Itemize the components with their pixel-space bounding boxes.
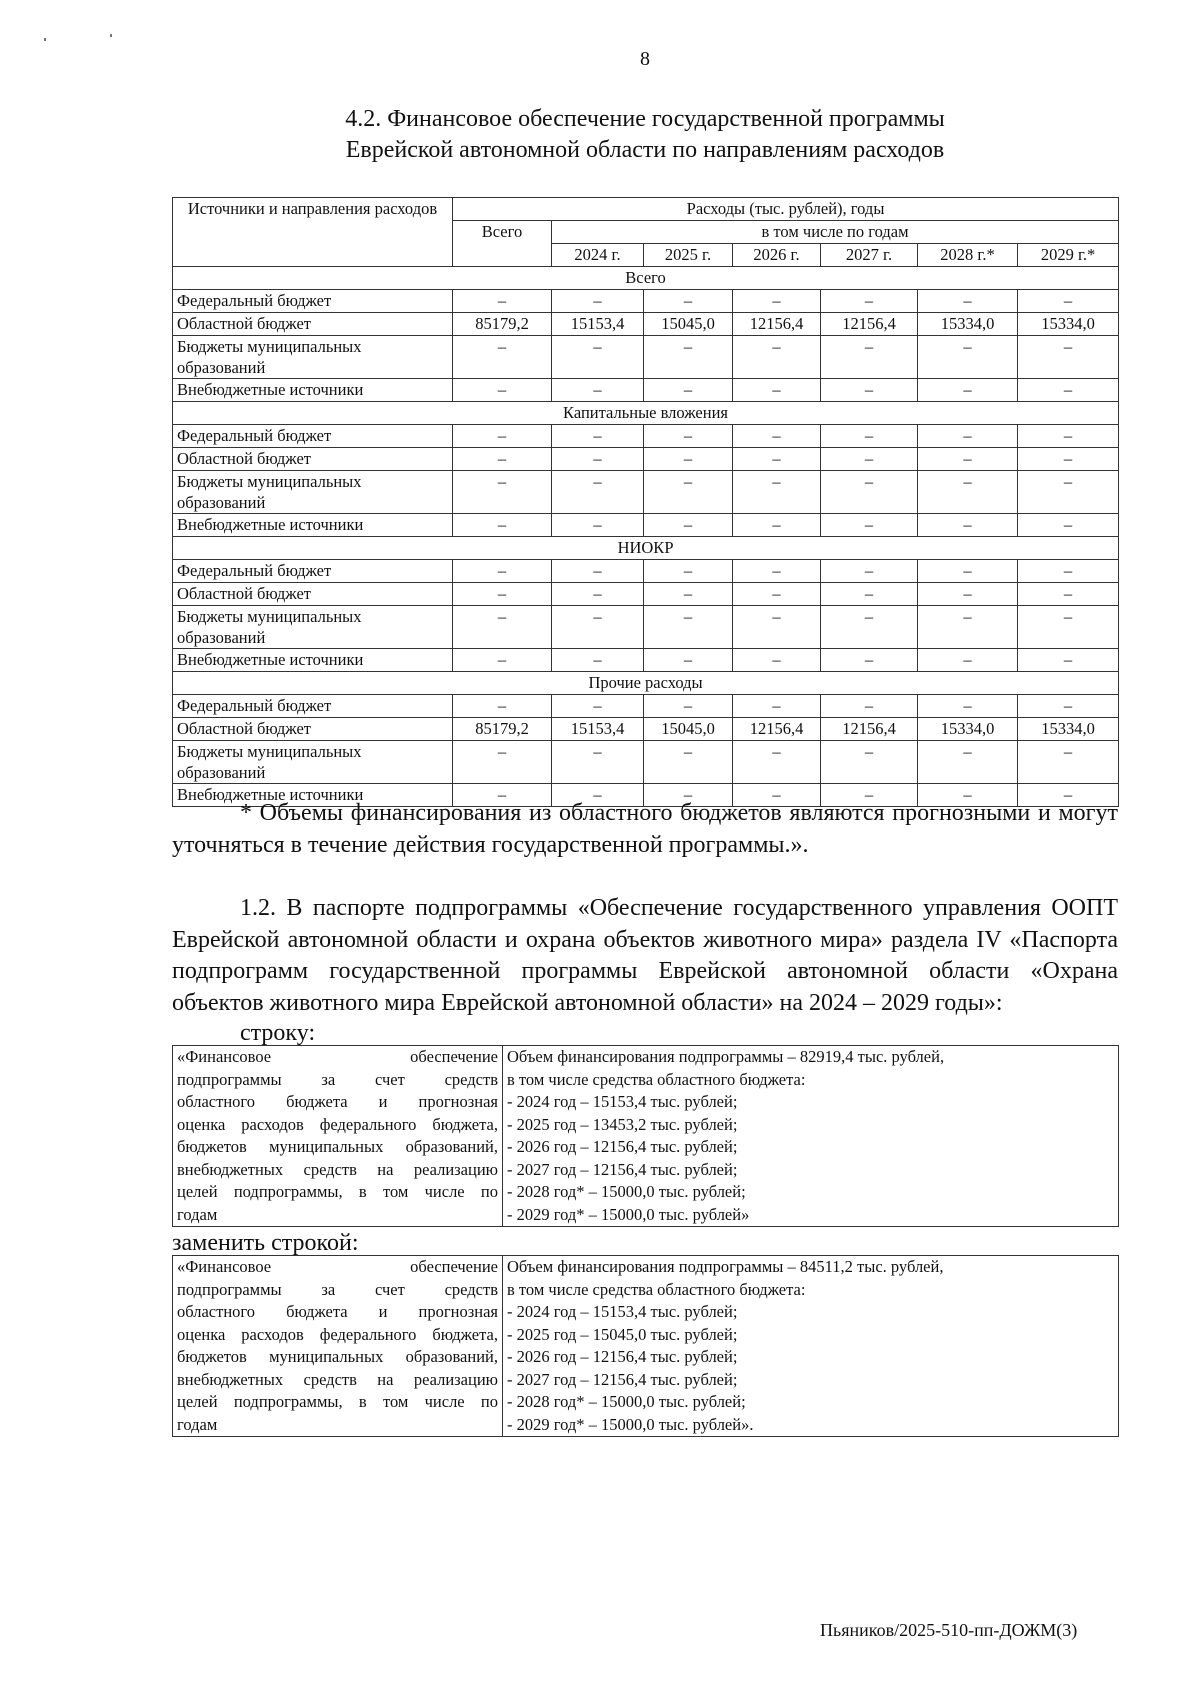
old-row-label: строку: (240, 1020, 316, 1046)
cell-year-value: – (821, 583, 918, 606)
cell-year-value: – (552, 606, 644, 649)
cell-line: внебюджетных средств на реализацию (177, 1369, 498, 1389)
cell-year-value: – (821, 514, 918, 537)
table-row (173, 425, 1119, 448)
cell-year-value: – (918, 784, 1018, 807)
cell-year-value: – (1018, 741, 1119, 784)
finance-table (172, 197, 1119, 807)
header-expenses: Расходы (тыс. рублей), годы (453, 198, 1119, 221)
table-row (173, 313, 1119, 336)
cell-year-value: – (918, 471, 1018, 514)
cell-year-value: – (644, 471, 733, 514)
old-passport-row (173, 1046, 1119, 1227)
cell-year-value: – (552, 379, 644, 402)
cell-year-value: – (552, 514, 644, 537)
cell-total: – (453, 290, 552, 313)
row-label: Федеральный бюджет (173, 695, 453, 718)
document-reference: Пьяников/2025-510-пп-ДОЖМ(3) (820, 1620, 1078, 1640)
cell-year-value: – (552, 649, 644, 672)
old-right-cell (503, 1046, 1119, 1227)
cell-year-value: – (821, 290, 918, 313)
cell-year-value: – (733, 471, 821, 514)
cell-year-value: – (821, 606, 918, 649)
header-year-2029: 2029 г.* (1018, 244, 1119, 267)
cell-total: – (453, 606, 552, 649)
cell-year-value: – (644, 583, 733, 606)
cell-year-value: 15045,0 (644, 718, 733, 741)
row-label: Областной бюджет (173, 583, 453, 606)
header-year-2028: 2028 г.* (918, 244, 1018, 267)
header-year-2024: 2024 г. (552, 244, 644, 267)
cell-line: - 2028 год* – 15000,0 тыс. рублей; (507, 1392, 746, 1411)
cell-year-value: – (644, 514, 733, 537)
table-row (173, 471, 1119, 514)
cell-line: - 2027 год – 12156,4 тыс. рублей; (507, 1369, 738, 1389)
cell-line: - 2026 год – 12156,4 тыс. рублей; (507, 1347, 738, 1366)
cell-year-value: – (918, 448, 1018, 471)
new-row-label: заменить строкой: (172, 1230, 359, 1256)
cell-year-value: 12156,4 (821, 313, 918, 336)
new-passport-row-table (172, 1255, 1119, 1437)
cell-line: - 2024 год – 15153,4 тыс. рублей; (507, 1302, 738, 1321)
section-row (173, 672, 1119, 695)
cell-total: – (453, 560, 552, 583)
cell-year-value: – (821, 471, 918, 514)
cell-year-value: – (733, 583, 821, 606)
scan-speck (44, 38, 46, 41)
cell-year-value: – (644, 606, 733, 649)
row-label: Внебюджетные источники (173, 784, 453, 807)
cell-line: - 2028 год* – 15000,0 тыс. рублей; (507, 1182, 746, 1201)
cell-line: целей подпрограммы, в том числе по (177, 1392, 498, 1411)
row-label: Федеральный бюджет (173, 425, 453, 448)
cell-line: в том числе средства областного бюджета: (507, 1069, 806, 1089)
cell-year-value: – (552, 448, 644, 471)
cell-year-value: – (1018, 583, 1119, 606)
table-row (173, 514, 1119, 537)
cell-total: – (453, 471, 552, 514)
cell-year-value: – (1018, 448, 1119, 471)
cell-line: - 2029 год* – 15000,0 тыс. рублей». (507, 1414, 754, 1434)
row-label: Бюджеты муниципальных образований (173, 336, 453, 379)
table-row (173, 379, 1119, 402)
cell-year-value: – (733, 649, 821, 672)
cell-line: - 2025 год – 15045,0 тыс. рублей; (507, 1324, 738, 1344)
cell-year-value: 15153,4 (552, 718, 644, 741)
table-row (173, 336, 1119, 379)
cell-year-value: – (821, 695, 918, 718)
page-number: 8 (640, 48, 650, 70)
cell-year-value: – (644, 448, 733, 471)
section-row (173, 267, 1119, 290)
cell-year-value: – (1018, 649, 1119, 672)
section-title-line-1: 4.2. Финансовое обеспечение государственной программы (345, 106, 945, 132)
cell-total: 85179,2 (453, 313, 552, 336)
cell-year-value: – (552, 336, 644, 379)
cell-line: - 2024 год – 15153,4 тыс. рублей; (507, 1092, 738, 1111)
section-title-line-2: Еврейской автономной области по направлениям расходов (345, 137, 945, 163)
table-row (173, 718, 1119, 741)
header-year-2025: 2025 г. (644, 244, 733, 267)
cell-year-value: – (644, 649, 733, 672)
cell-year-value: – (1018, 290, 1119, 313)
cell-year-value: – (1018, 784, 1119, 807)
cell-line: бюджетов муниципальных образований, (177, 1137, 498, 1156)
cell-year-value: – (821, 425, 918, 448)
cell-year-value: – (821, 784, 918, 807)
row-label: Федеральный бюджет (173, 560, 453, 583)
cell-line: - 2027 год – 12156,4 тыс. рублей; (507, 1159, 738, 1179)
cell-year-value: 15334,0 (918, 718, 1018, 741)
cell-year-value: – (644, 425, 733, 448)
table-row (173, 606, 1119, 649)
cell-year-value: – (552, 290, 644, 313)
section-title: Капитальные вложения (173, 402, 1119, 425)
paragraph-1-2: 1.2. В паспорте подпрограммы «Обеспечение государственного управления ООПТ Еврейской автономной области и охрана объектов животного мира» раздела IV «Паспорта подпрограмм государственной программы Еврейской автономной области «Охрана объектов животного мира Еврейской автономной области» на 2024 – 2029 годы»: (172, 895, 1118, 1016)
cell-year-value: – (918, 695, 1018, 718)
scan-speck (110, 34, 112, 37)
table-row (173, 583, 1119, 606)
cell-year-value: 12156,4 (733, 718, 821, 741)
cell-year-value: – (552, 471, 644, 514)
cell-year-value: – (733, 741, 821, 784)
cell-year-value: – (733, 784, 821, 807)
cell-year-value: – (733, 379, 821, 402)
cell-year-value: – (1018, 336, 1119, 379)
cell-year-value: – (918, 290, 1018, 313)
cell-year-value: 15334,0 (918, 313, 1018, 336)
cell-line: подпрограммы за счет средств (177, 1279, 498, 1299)
cell-year-value: – (733, 336, 821, 379)
row-label: Внебюджетные источники (173, 379, 453, 402)
cell-total: – (453, 649, 552, 672)
row-label: Областной бюджет (173, 313, 453, 336)
cell-line: годам (177, 1204, 218, 1224)
cell-year-value: – (552, 784, 644, 807)
row-label: Бюджеты муниципальных образований (173, 606, 453, 649)
cell-line: оценка расходов федерального бюджета, (177, 1114, 498, 1134)
cell-year-value: – (644, 560, 733, 583)
cell-line: оценка расходов федерального бюджета, (177, 1324, 498, 1344)
cell-year-value: – (1018, 514, 1119, 537)
row-label: Бюджеты муниципальных образований (173, 471, 453, 514)
cell-total: – (453, 379, 552, 402)
cell-year-value: 15334,0 (1018, 718, 1119, 741)
cell-year-value: – (918, 741, 1018, 784)
row-label: Внебюджетные источники (173, 514, 453, 537)
cell-line: «Финансовое обеспечение (177, 1257, 498, 1276)
cell-year-value: – (733, 606, 821, 649)
cell-line: внебюджетных средств на реализацию (177, 1159, 498, 1179)
cell-line: областного бюджета и прогнозная (177, 1302, 498, 1321)
cell-line: - 2029 год* – 15000,0 тыс. рублей» (507, 1204, 750, 1224)
cell-year-value: – (918, 425, 1018, 448)
cell-year-value: – (918, 560, 1018, 583)
cell-year-value: – (918, 336, 1018, 379)
cell-year-value: 15045,0 (644, 313, 733, 336)
cell-year-value: 12156,4 (821, 718, 918, 741)
table-row (173, 649, 1119, 672)
cell-year-value: 12156,4 (733, 313, 821, 336)
cell-line: - 2026 год – 12156,4 тыс. рублей; (507, 1137, 738, 1156)
cell-year-value: – (552, 583, 644, 606)
cell-year-value: – (918, 379, 1018, 402)
cell-year-value: – (821, 649, 918, 672)
cell-year-value: – (918, 583, 1018, 606)
cell-year-value: – (1018, 379, 1119, 402)
header-by-years: в том числе по годам (552, 221, 1119, 244)
cell-total: – (453, 741, 552, 784)
cell-year-value: – (821, 741, 918, 784)
section-title: Прочие расходы (173, 672, 1119, 695)
cell-total: – (453, 583, 552, 606)
cell-year-value: – (552, 741, 644, 784)
cell-year-value: – (733, 448, 821, 471)
cell-line: «Финансовое обеспечение (177, 1047, 498, 1066)
table-row (173, 741, 1119, 784)
cell-total: – (453, 448, 552, 471)
cell-year-value: – (733, 425, 821, 448)
header-total: Всего (453, 221, 552, 267)
cell-year-value: – (1018, 425, 1119, 448)
cell-year-value: – (821, 448, 918, 471)
cell-year-value: – (552, 695, 644, 718)
new-left-cell (173, 1256, 503, 1437)
cell-line: годам (177, 1414, 218, 1434)
cell-year-value: – (1018, 560, 1119, 583)
section-title (0, 104, 1200, 166)
cell-line: подпрограммы за счет средств (177, 1069, 498, 1089)
new-right-cell (503, 1256, 1119, 1437)
cell-year-value: – (918, 606, 1018, 649)
section-row (173, 537, 1119, 560)
header-row-1 (173, 198, 1119, 221)
table-row (173, 290, 1119, 313)
cell-year-value: – (733, 560, 821, 583)
cell-year-value: – (733, 514, 821, 537)
row-label: Внебюджетные источники (173, 649, 453, 672)
cell-year-value: – (918, 514, 1018, 537)
cell-total: – (453, 514, 552, 537)
cell-year-value: – (644, 784, 733, 807)
cell-total: – (453, 336, 552, 379)
cell-year-value: – (552, 425, 644, 448)
cell-line: бюджетов муниципальных образований, (177, 1347, 498, 1366)
cell-line: - 2025 год – 13453,2 тыс. рублей; (507, 1114, 738, 1134)
cell-total: – (453, 425, 552, 448)
section-title: Всего (173, 267, 1119, 290)
cell-year-value: 15153,4 (552, 313, 644, 336)
cell-line: областного бюджета и прогнозная (177, 1092, 498, 1111)
cell-year-value: – (821, 379, 918, 402)
section-row (173, 402, 1119, 425)
cell-year-value: – (644, 379, 733, 402)
cell-year-value: 15334,0 (1018, 313, 1119, 336)
cell-line: Объем финансирования подпрограммы – 82919,4 тыс. рублей, (507, 1047, 945, 1066)
cell-year-value: – (733, 290, 821, 313)
header-year-2026: 2026 г. (733, 244, 821, 267)
row-label: Областной бюджет (173, 448, 453, 471)
cell-year-value: – (918, 649, 1018, 672)
table-row (173, 560, 1119, 583)
cell-year-value: – (821, 560, 918, 583)
header-year-2027: 2027 г. (821, 244, 918, 267)
cell-line: в том числе средства областного бюджета: (507, 1279, 806, 1299)
old-passport-row-table (172, 1045, 1119, 1227)
new-passport-row (173, 1256, 1119, 1437)
row-label: Федеральный бюджет (173, 290, 453, 313)
cell-total: 85179,2 (453, 718, 552, 741)
table-row (173, 695, 1119, 718)
old-left-cell (173, 1046, 503, 1227)
cell-year-value: – (552, 560, 644, 583)
cell-year-value: – (644, 290, 733, 313)
section-title: НИОКР (173, 537, 1119, 560)
cell-year-value: – (1018, 606, 1119, 649)
table-row (173, 448, 1119, 471)
cell-total: – (453, 784, 552, 807)
footnote: * Объемы финансирования из областного бюджетов являются прогнозными и могут уточняться в течение действия государственной программы.». (172, 800, 1118, 858)
cell-line: Объем финансирования подпрограммы – 84511,2 тыс. рублей, (507, 1257, 944, 1276)
cell-year-value: – (1018, 695, 1119, 718)
cell-year-value: – (1018, 471, 1119, 514)
cell-year-value: – (644, 741, 733, 784)
row-label: Областной бюджет (173, 718, 453, 741)
cell-total: – (453, 695, 552, 718)
cell-year-value: – (644, 336, 733, 379)
cell-year-value: – (821, 336, 918, 379)
row-label: Бюджеты муниципальных образований (173, 741, 453, 784)
header-label-column: Источники и направления расходов (173, 198, 453, 267)
cell-year-value: – (733, 695, 821, 718)
cell-line: целей подпрограммы, в том числе по (177, 1182, 498, 1201)
cell-year-value: – (644, 695, 733, 718)
